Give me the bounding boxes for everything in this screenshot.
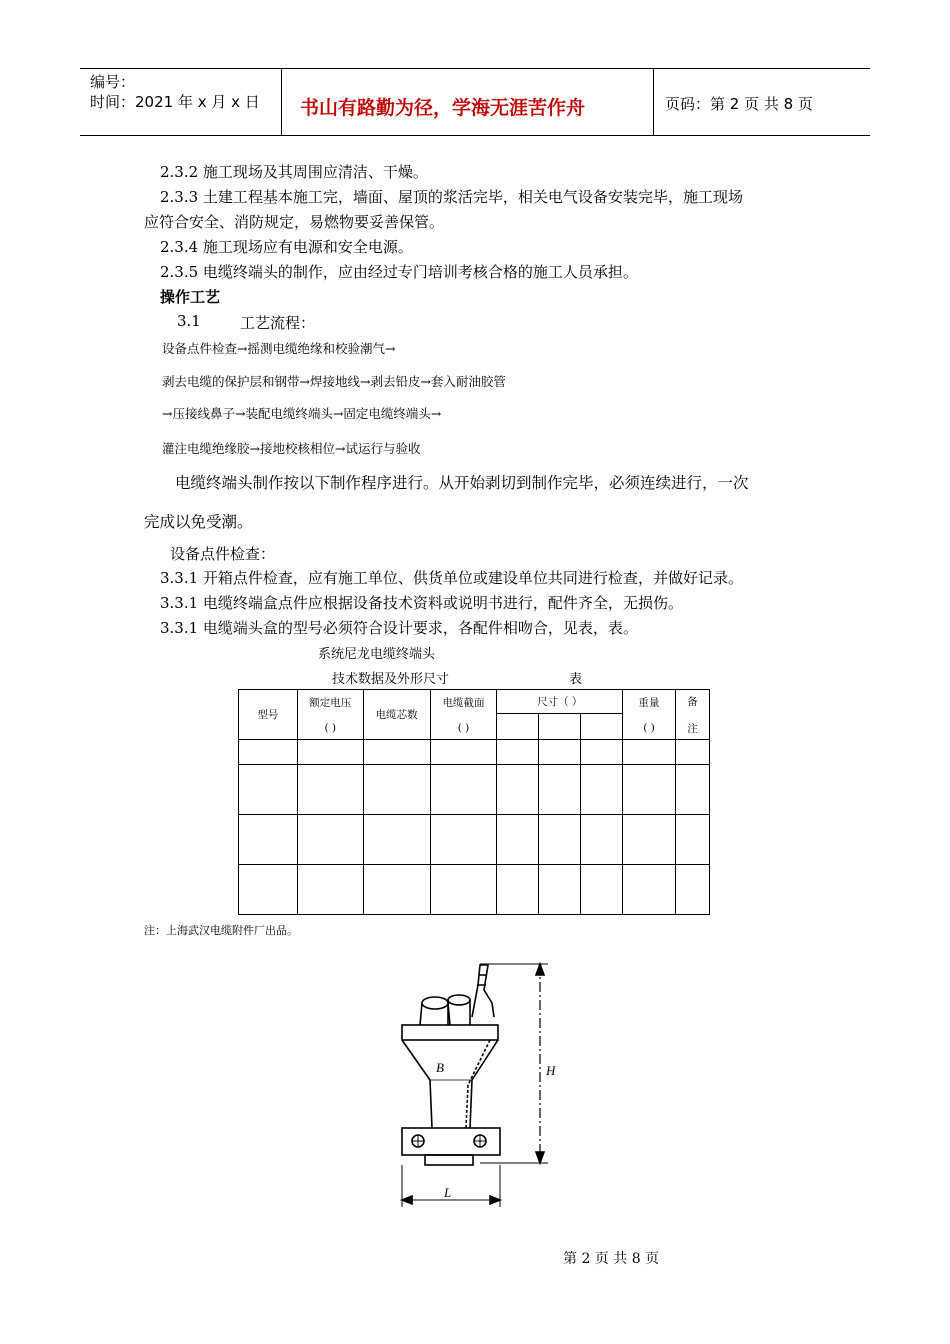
paragraph-3-3-1-a: 3.3.1 开箱点件检查，应有施工单位、供货单位或建设单位共同进行检查，并做好记录。 xyxy=(160,569,743,587)
header-section-unit: ( ) xyxy=(457,722,470,734)
header-weight-unit: ( ) xyxy=(643,722,655,734)
figure-label-l: L xyxy=(444,1185,452,1200)
paragraph-3-3-1-b: 3.3.1 电缆终端盒点件应根据设备技术资料或说明书进行，配件齐全，无损伤。 xyxy=(160,594,683,612)
header-section xyxy=(430,690,497,740)
header-model: 型号 xyxy=(239,690,298,740)
header-note-line1: 备 xyxy=(687,695,698,708)
paragraph-3-3-1-c: 3.3.1 电缆端头盒的型号必须符合设计要求，各配件相吻合，见表，表。 xyxy=(160,619,638,637)
header-weight-label: 重量 xyxy=(638,697,660,709)
header-section-label: 电缆截面 xyxy=(442,697,485,709)
intro-line-1: 电缆终端头制作按以下制作程序进行。从开始剥切到制作完毕，必须连续进行，一次 xyxy=(175,474,749,492)
header-size-sub xyxy=(581,714,623,740)
header-cores: 电缆芯数 xyxy=(363,690,430,740)
paragraph-2-3-3-line2: 应符合安全、消防规定，易燃物要妥善保管。 xyxy=(144,213,445,231)
table-caption-suffix: 表 xyxy=(569,672,583,687)
table-caption-1: 系统尼龙电缆终端头 xyxy=(318,647,436,662)
paragraph-2-3-3-line1: 2.3.3 土建工程基本施工完，墙面、屋顶的浆活完毕，相关电气设备安装完毕，施工现场 xyxy=(160,188,743,206)
tech-data-table xyxy=(238,689,710,915)
table-note: 注：上海武汉电缆附件厂出品。 xyxy=(144,924,298,937)
table-row xyxy=(239,815,710,865)
header-time-label: 时间：2021 年 x 月 x 日 xyxy=(90,93,260,111)
flow-line-2: 剥去电缆的保护层和钢带→焊接地线→剥去铅皮→套入耐油胶管 xyxy=(162,374,506,389)
flow-line-4: 灌注电缆绝缘胶→接地校核相位→试运行与验收 xyxy=(162,441,421,456)
page-footer: 第 2 页 共 8 页 xyxy=(563,1251,660,1267)
paragraph-2-3-5: 2.3.5 电缆终端头的制作，应由经过专门培训考核合格的施工人员承担。 xyxy=(160,263,638,281)
figure-label-h: H xyxy=(546,1063,556,1078)
header-size-sub xyxy=(497,714,539,740)
check-title: 设备点件检查： xyxy=(170,545,276,563)
header-page-label: 页码：第 2 页 共 8 页 xyxy=(665,95,813,113)
header-motto: 书山有路勤为径，学海无涯苦作舟 xyxy=(300,97,586,119)
header-size: 尺寸（ ） xyxy=(497,690,623,714)
intro-line-2: 完成以免受潮。 xyxy=(144,513,253,531)
figure-label-b: B xyxy=(436,1060,444,1075)
table-row xyxy=(239,765,710,815)
header-note xyxy=(675,690,709,740)
cable-terminal-drawing xyxy=(380,945,580,1215)
flow-line-3: →压接线鼻子→装配电缆终端头→固定电缆终端头→ xyxy=(162,406,442,421)
section-title: 操作工艺 xyxy=(160,288,221,306)
header-voltage-unit: ( ) xyxy=(324,722,337,734)
header-voltage-label: 额定电压 xyxy=(309,697,352,709)
header-note-line2: 注 xyxy=(687,722,698,735)
table-row xyxy=(239,740,710,765)
paragraph-3-1-number: 3.1 xyxy=(177,312,201,330)
header-number-label: 编号： xyxy=(90,73,136,91)
header-voltage xyxy=(297,690,363,740)
table-caption-2: 技术数据及外形尺寸 xyxy=(332,672,450,687)
flow-line-1: 设备点件检查→摇测电缆绝缘和校验潮气→ xyxy=(162,341,396,356)
header-weight xyxy=(623,690,676,740)
paragraph-3-1-text: 工艺流程： xyxy=(240,314,316,332)
paragraph-2-3-4: 2.3.4 施工现场应有电源和安全电源。 xyxy=(160,238,413,256)
table-row xyxy=(239,865,710,915)
paragraph-2-3-2: 2.3.2 施工现场及其周围应清洁、干燥。 xyxy=(160,163,428,181)
header-size-sub xyxy=(539,714,581,740)
